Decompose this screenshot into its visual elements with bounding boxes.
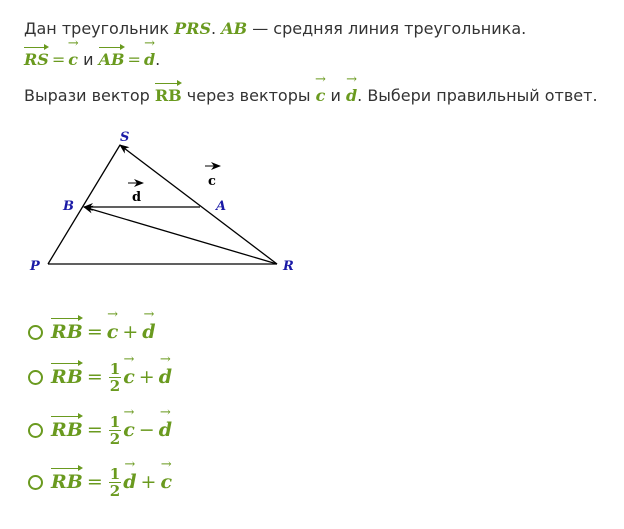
line1-suffix: — средняя линия треугольника. [252, 19, 527, 38]
line3-mid: через векторы [186, 86, 311, 105]
c-label: c [208, 174, 216, 189]
line3-prefix: Вырази вектор [24, 86, 150, 105]
option-lhs: RB [51, 471, 83, 493]
line2-end: . [155, 50, 161, 69]
line3-suffix: . Выбери правильный ответ. [357, 86, 598, 105]
vector-d: → d [144, 50, 155, 70]
fraction-numerator: 1 [109, 359, 121, 378]
radio-button[interactable] [28, 370, 43, 385]
radio-button[interactable] [28, 423, 43, 438]
option-lhs: RB [51, 321, 83, 343]
option-lhs: RB [51, 419, 83, 441]
option-operator: + [122, 321, 139, 343]
vector-rb-line [84, 207, 277, 264]
fraction-denominator: 2 [109, 376, 121, 395]
side-ps [48, 145, 120, 264]
fraction [109, 466, 121, 499]
option-eq: = [86, 471, 103, 493]
line1-prefix: Дан треугольник [24, 19, 170, 38]
option-lhs: RB [51, 366, 83, 388]
point-r-label: R [283, 259, 294, 274]
equals-2: = [127, 50, 141, 69]
point-a-label: A [216, 199, 227, 214]
option-operator: − [138, 419, 155, 441]
point-p-label: P [30, 259, 40, 274]
vector-c-inline: → c [316, 86, 326, 106]
answer-option-1[interactable] [28, 312, 156, 352]
option-term-2: → d [142, 321, 155, 343]
radio-button[interactable] [28, 475, 43, 490]
fraction [109, 361, 121, 394]
radio-button[interactable] [28, 325, 43, 340]
point-s-label: S [120, 130, 130, 145]
vector-c: → c [68, 50, 78, 70]
vector-d-inline: → d [346, 86, 357, 106]
fraction-numerator: 1 [109, 464, 121, 483]
answer-option-2[interactable] [28, 357, 172, 397]
fraction [109, 414, 121, 447]
point-b-label: B [63, 199, 74, 214]
answer-option-4[interactable] [28, 462, 172, 502]
vector-rb: RB [154, 86, 182, 105]
fraction-denominator: 2 [109, 481, 121, 500]
option-term-1: → c [123, 419, 135, 441]
option-term-2: → d [159, 366, 172, 388]
option-term-1: → c [107, 321, 119, 343]
option-term-1: → c [123, 366, 135, 388]
vector-rs: RS [24, 50, 49, 69]
segment-ab: AB [221, 19, 248, 38]
d-label: d [132, 190, 142, 205]
line3-and: и [330, 86, 341, 105]
equals-1: = [51, 50, 66, 69]
fraction-denominator: 2 [109, 429, 121, 448]
option-term-1: → d [123, 471, 136, 493]
option-eq: = [86, 366, 103, 388]
line1-dot: . [211, 19, 217, 38]
triangle-name: PRS [174, 19, 211, 38]
vector-ab: AB [98, 50, 125, 69]
fraction-numerator: 1 [109, 412, 121, 431]
option-eq: = [86, 321, 103, 343]
option-term-2: → c [160, 471, 172, 493]
option-term-2: → d [159, 419, 172, 441]
option-eq: = [86, 419, 103, 441]
option-operator: + [138, 366, 155, 388]
answer-option-3[interactable] [28, 410, 172, 450]
vector-rs-line [120, 145, 277, 264]
and-1: и [83, 50, 94, 69]
option-operator: + [140, 471, 157, 493]
